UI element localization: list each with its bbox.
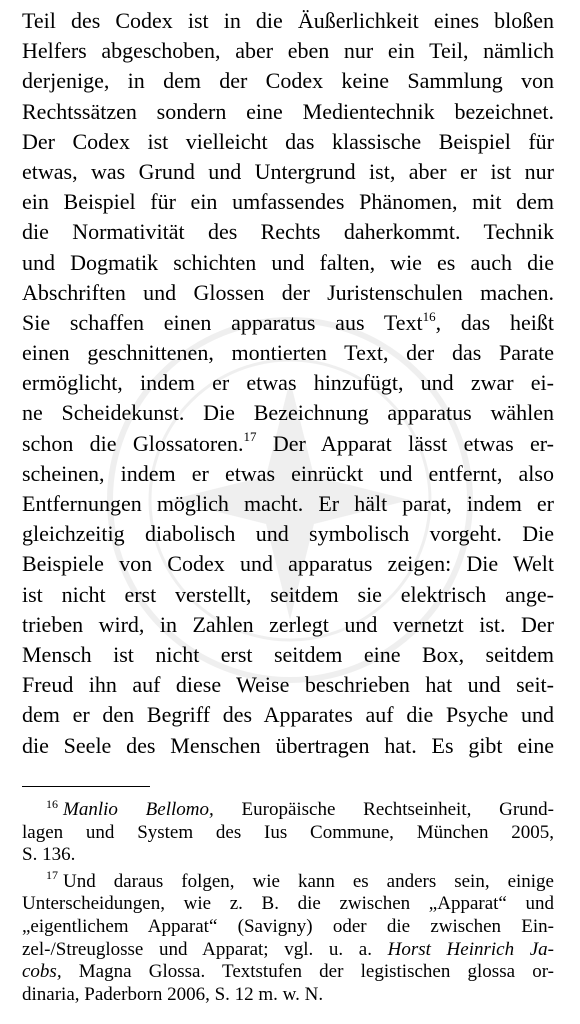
body-line: Beispiele von Codex und apparatus zeigen: Die Welt [22,551,554,577]
body-line: Freud ihn auf diese Weise beschrieben hat und seit- [22,672,554,698]
body-text [22,6,554,761]
body-line: die Seele des Menschen übertragen hat. Es gibt eine [22,732,554,758]
footnote-17-line [22,868,554,894]
body-line: die Normativität des Rechts daherkommt. Technik [22,219,554,245]
footnote-author: Manlio Bellomo, [63,799,214,820]
footnote-17-line: Unterscheidungen, wie z. B. die zwischen „Apparat“ und [22,893,554,915]
body-line: trieben wird, in Zahlen zerlegt und vernetzt ist. Der [22,611,554,637]
body-line: und Dogmatik schichten und falten, wie es auch die [22,249,554,275]
footnote-17-line [22,939,554,962]
text-segment: Und daraus folgen, wie kann es anders sein, einige [63,870,554,892]
footnote-author: Horst Heinrich Ja- [387,938,555,960]
footnote-16-line: S. 136. [22,844,76,866]
body-line: Rechtssätzen sondern eine Medientechnik bezeichnet. [22,98,554,124]
body-line: Der Codex ist vielleicht das klassische Beispiel für [22,128,554,154]
footnote-17-line: „eigentlichem Apparat“ (Savigny) oder die zwischen Ein- [22,915,554,937]
body-line: gleichzeitig diabolisch und symbolisch vorgeht. Die [22,521,554,547]
footnote-ref-17[interactable]: 17 [243,429,257,445]
body-line: ist nicht erst verstellt, seitdem sie elektrisch ange- [22,581,554,607]
body-line: ein Beispiel für ein umfassendes Phänomen, mit dem [22,189,554,215]
footnote-separator [22,786,150,787]
footnote-17-line: dinaria, Paderborn 2006, S. 12 m. w. N. [22,983,324,1005]
text-segment: zel-/Streuglosse und Apparat; vgl. u. a. [22,938,388,960]
footnote-author: cobs, [22,961,62,983]
text-segment: Der Apparat lässt etwas er- [256,430,554,456]
body-line: scheinen, indem er etwas einrückt und entfernt, also [22,460,554,486]
body-line-with-footnote-17 [22,429,554,459]
body-line: etwas, was Grund und Untergrund ist, aber er ist nur [22,158,554,184]
body-line: einen geschnittenen, montierten Text, der das Parate [22,340,554,366]
footnote-17-line [22,961,554,984]
body-line: Teil des Codex ist in die Äußerlichkeit eines bloßen [22,8,554,33]
footnote-number-16: 16 [46,796,58,811]
footnote-16-line [22,796,554,822]
body-line: Mensch ist nicht erst seitdem eine Box, seitdem [22,641,554,667]
footnote-number-17: 17 [46,868,58,883]
body-line: Abschriften und Glossen der Juristenschulen machen. [22,279,554,305]
body-line: ermöglicht, indem er etwas hinzufügt, und zwar ei- [22,370,554,396]
text-segment: Magna Glossa. Textstufen der legistischen glossa or- [61,961,554,983]
body-line: dem er den Begriff des Apparates auf die Psyche und [22,702,554,728]
footnote-ref-16[interactable]: 16 [422,308,436,324]
footnotes [22,796,555,1006]
footnote-16-line: lagen und System des Ius Commune, München 2005, [22,821,554,843]
body-line: derjenige, in dem der Codex keine Sammlung von [22,68,554,94]
text-segment: schon die Glossatoren. [22,430,244,456]
text-segment: Sie schaffen einen apparatus aus Text [22,309,423,335]
body-line: Entfernungen möglich macht. Er hält parat, indem er [22,491,554,516]
text-segment: Europäische Rechtseinheit, Grund- [213,799,554,820]
body-line: ne Scheidekunst. Die Bezeichnung apparatus wählen [22,400,554,426]
body-line-with-footnote-16 [22,308,554,338]
body-line: Helfers abgeschoben, aber eben nur ein Teil, nämlich [22,38,554,64]
text-segment: , das heißt [435,309,554,335]
